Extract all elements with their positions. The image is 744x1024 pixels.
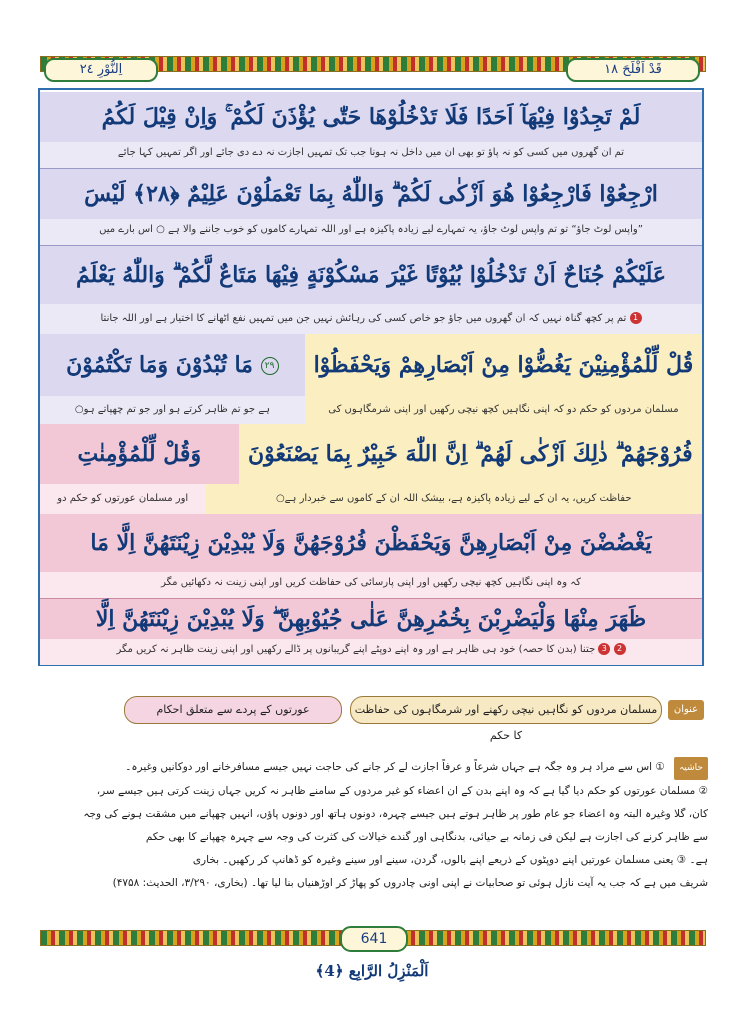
verse-line: عَلَيْكُمْ جُنَاحٌ اَنْ تَدْخُلُوْا بُيُوْتًا غَيْرَ مَسْكُوْنَةٍ فِيْهَا مَتَاعٌ لَّكُمْ ۗ وَاللّٰهُ يَعْلَمُ [40, 246, 702, 304]
manzil-label: اَلْمَنْزِلُ الرَّابِع ﴿4﴾ [315, 962, 429, 980]
verse-line: يَغْضُضْنَ مِنْ اَبْصَارِهِنَّ وَيَحْفَظْنَ فُرُوْجَهُنَّ وَلَا يُبْدِيْنَ زِيْنَتَهُنَّ اِلَّا مَا [40, 514, 702, 572]
page-header [44, 58, 700, 80]
translation-segment: ہے جو تم ظاہر کرتے ہو اور جو تم چھپاتے ہو○ [40, 396, 305, 424]
ayah-number: ٢٩ [261, 357, 279, 375]
note-line: شریف میں ہے کہ جب یہ آیت نازل ہوئی تو صحابیات نے اپنی اونی چادروں کو پھاڑ کر اوڑھنیاں بنا لیا تھا۔ (بخاری، ۳/۲۹۰، الحدیث: ۴۷۵۸) [112, 877, 708, 889]
note-line: کان، گلا وغیرہ البتہ وہ اعضاء جو عام طور پر ظاہر ہوتے ہیں جیسے چہرہ، دونوں ہاتھ اور دونوں پاؤں، انہیں چھپانے میں مشقت ہونے کی وجہ [83, 808, 708, 820]
note-line: ② مسلمان عورتوں کو حکم دیا گیا ہے کہ وہ اپنے بدن کے ان اعضاء کو غیر مردوں کے سامنے ظاہر نہ کریں جہاں زینت کرتی ہیں جیسے سر، [96, 785, 708, 797]
note-line: سے ظاہر کرنے کی اجازت ہے لیکن فی زمانہ بے حیائی، بدنگاہی اور گندے خیالات کی کثرت کی وجہ سے چہرہ چھپانے کا بھی حکم [145, 831, 708, 843]
verse-segment [40, 334, 305, 396]
translation-line-split [40, 396, 702, 424]
verse-text: مَا تُبْدُوْنَ وَمَا تَكْتُمُوْنَ [66, 352, 253, 378]
surah-name-label: اِلنُّوْرِ ٢٤ [44, 58, 158, 82]
translation-text: جتنا (بدن کا حصہ) خود ہی ظاہر ہے اور وہ اپنے دوپٹے اپنے گریبانوں پر ڈالے رکھیں اور اپنی زینت ظاہر نہ کریں مگر [116, 644, 596, 655]
topic-titles [118, 694, 704, 742]
translation-line: کہ وہ اپنی نگاہیں کچھ نیچی رکھیں اور اپنی پارسائی کی حفاظت کریں اور اپنی زینت نہ دکھائیں مگر [40, 572, 702, 598]
footnote-marker: 2 [614, 643, 626, 655]
topic-tag: عنوان [668, 700, 704, 720]
footnote-marker: 3 [598, 643, 610, 655]
translation-line: تم ان گھروں میں کسی کو نہ پاؤ تو بھی ان میں داخل نہ ہونا جب تک تمہیں اجازت نہ دے دی جائے اور اگر تمہیں کہا جائے [40, 142, 702, 168]
topic-title-pill: عورتوں کے پردے سے متعلق احکام [124, 696, 342, 724]
notes-tag: حاشیہ [674, 757, 708, 780]
translation-line: ”واپس لوٹ جاؤ“ تو تم واپس لوٹ جاؤ، یہ تمہارے لیے زیادہ پاکیزہ ہے اور اللہ تمہارے کاموں کو خوب جاننے والا ہے ○ اس بارے میں [40, 219, 702, 245]
translation-text: تم پر کچھ گناہ نہیں کہ ان گھروں میں جاؤ جو خاص کسی کی رہائش نہیں جن میں تمہیں نفع اٹھانے کا اختیار ہے اور اللہ جانتا [100, 313, 627, 324]
translation-segment: اور مسلمان عورتوں کو حکم دو [40, 484, 206, 514]
note-text: ① اس سے مراد ہر وہ جگہ ہے جہاں شرعاً و عرفاً اجازت لے کر جانے کی حاجت نہیں جیسے مسافرخانے اور دوکانیں وغیرہ۔ [125, 761, 665, 773]
note-line: ہے۔ ③ یعنی مسلمان عورتیں اپنے دوپٹوں کے ذریعے اپنے بالوں، گردن، سینے اور سینے وغیرہ کو ڈھانپ کر رکھیں۔ بخاری [192, 854, 708, 866]
verse-segment: قُلْ لِّلْمُؤْمِنِيْنَ يَغُضُّوْا مِنْ اَبْصَارِهِمْ وَيَحْفَظُوْا [305, 334, 702, 396]
footnote-marker: 1 [630, 312, 642, 324]
translation-line-split [40, 484, 702, 514]
verse-line: ظَهَرَ مِنْهَا وَلْيَضْرِبْنَ بِخُمُرِهِنَّ عَلٰى جُيُوْبِهِنَّ ۖ وَلَا يُبْدِيْنَ زِيْنَتَهُنَّ اِلَّا [40, 599, 702, 639]
note-line [64, 756, 708, 780]
translation-line [40, 639, 702, 665]
verse-line: لَمْ تَجِدُوْا فِيْهَآ اَحَدًا فَلَا تَدْخُلُوْهَا حَتّٰى يُؤْذَنَ لَكُمْ ۚ وَاِنْ قِيْلَ لَكُمُ [40, 92, 702, 142]
commentary-notes [64, 756, 708, 895]
verse-line-split [40, 424, 702, 484]
verse-line: ارْجِعُوْا فَارْجِعُوْا هُوَ اَزْكٰى لَكُمْ ۗ وَاللّٰهُ بِمَا تَعْمَلُوْنَ عَلِيْمٌ ﴿٢٨﴾ لَيْسَ [40, 169, 702, 219]
translation-line [40, 304, 702, 334]
topic-title-pill: مسلمان مردوں کو نگاہیں نیچی رکھنے اور شرمگاہوں کی حفاظت کا حکم [350, 696, 662, 724]
translation-segment: حفاظت کریں، یہ ان کے لیے زیادہ پاکیزہ ہے، بیشک اللہ ان کے کاموں سے خبردار ہے○ [206, 484, 703, 514]
para-name-label: قَدْ اَفْلَحَ ١٨ [566, 58, 700, 82]
verse-segment: وَقُلْ لِّلْمُؤْمِنٰتِ [40, 424, 239, 484]
verse-segment [239, 424, 702, 484]
verse-text: فُرُوْجَهُمْ ۗ ذٰلِكَ اَزْكٰى لَهُمْ ۗ اِنَّ اللّٰهَ خَبِيْرٌ بِمَا يَصْنَعُوْنَ [247, 441, 693, 467]
translation-segment: مسلمان مردوں کو حکم دو کہ اپنی نگاہیں کچھ نیچی رکھیں اور اپنی شرمگاہوں کی [305, 396, 702, 424]
verse-line-split [40, 334, 702, 396]
page-number: 641 [340, 926, 408, 952]
